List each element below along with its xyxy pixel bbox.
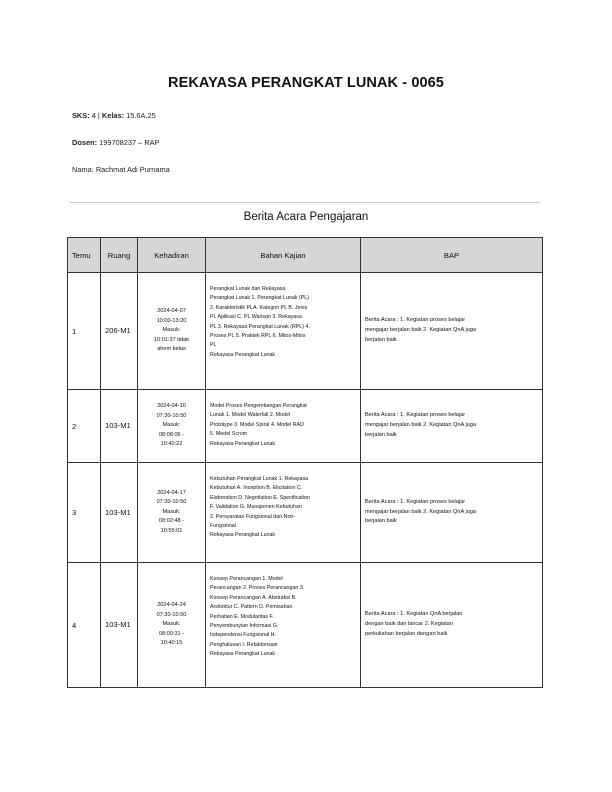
cell-bahan-kajian-line: Penghalusan I. Refaktorisasi (210, 641, 278, 648)
cell-bahan-kajian-line: Kebutuhan A. Inception B. Elicitation C. (210, 485, 303, 492)
dosen-label: Dosen: (72, 138, 98, 147)
cell-bahan-kajian-line: Lunak 1. Model Waterfall 2. Model (210, 412, 291, 419)
table-header-row (68, 238, 543, 273)
cell-kehadiran-line: 08:08:06 - (158, 431, 185, 438)
cell-bahan-kajian-line: PL (210, 342, 217, 349)
cell-temu: 1 (68, 273, 101, 390)
sks-value: 4 | (89, 111, 102, 120)
cell-bap (361, 273, 543, 390)
cell-kehadiran-line: Masuk: (162, 422, 181, 429)
cell-bahan-kajian-line: Konsep Perancangan 1. Model (210, 576, 283, 582)
cell-bap-line: berjalan baik (365, 431, 397, 438)
cell-bahan-kajian-line: 2. Karakteristik PLA. Kategori PL B. Jenis (210, 304, 308, 311)
cell-bahan-kajian-line: Konsep Perancangan A. Abstraksi B. (210, 594, 297, 601)
cell-kehadiran-line: 10:40:15 (160, 640, 183, 647)
cell-bap (361, 463, 543, 563)
cell-bap-line: berjalan baik (365, 518, 397, 525)
cell-kehadiran (138, 390, 206, 463)
cell-bahan-kajian-line: Perhatian E. Modularitas F. (210, 613, 274, 620)
cell-ruang: 103-M1 (101, 563, 138, 688)
cell-bap-line: mengajar berjalan baik 2. Kegiatan QnA juga (365, 508, 477, 515)
cell-bahan-kajian (206, 390, 361, 463)
cell-bahan-kajian-line: Fungsional (210, 523, 236, 530)
nama-line: Nama: Rachmat Adi Purnama (72, 165, 170, 174)
cell-kehadiran-line: 2024-04-17 (157, 489, 186, 496)
cell-bahan-kajian-line: 2. Persyaratan Fungsional dan Non- (210, 513, 296, 520)
table-row (68, 273, 543, 390)
cell-kehadiran-line: 07:30-10:50 (156, 412, 187, 419)
cell-bahan-kajian-line: 5. Model Scrum (210, 431, 248, 438)
header-temu: Temu (68, 238, 101, 273)
kelas-label: Kelas: (101, 111, 125, 120)
cell-bap-line: perkuliahan berjalan dengan baik (365, 630, 448, 637)
cell-bap-line: Berita Acara : 1. Kegiatan proses belajar (365, 412, 466, 419)
dosen-line (72, 138, 160, 147)
cell-kehadiran (138, 273, 206, 390)
cell-kehadiran-line: 10:40:22 (160, 441, 183, 448)
cell-bahan-kajian-line: PL Aplikasi C. PL Warisan 3. Rekayasa (210, 314, 302, 321)
cell-bap-line: Berita Acara : 1. Kegiatan proses belajar (365, 317, 466, 324)
cell-kehadiran-line: 10:01:37 tidak (153, 336, 190, 343)
header-bap: BAP (361, 238, 543, 273)
cell-ruang: 103-M1 (101, 390, 138, 463)
cell-kehadiran-line: 08:00:31 - (158, 630, 185, 637)
cell-bahan-kajian-line: Elaboration D. Negotiation E. Specification (210, 494, 310, 501)
cell-kehadiran-line: 07:30-10:50 (156, 499, 187, 506)
cell-bahan-kajian-line: Independensi Fungsional H. (210, 632, 276, 639)
cell-bahan-kajian-line: Model Proses Pengembangan Perangkat (210, 403, 307, 409)
cell-bahan-kajian-line: F. Validation G. Manajemen Kebutuhan (210, 504, 302, 511)
cell-bahan-kajian-line: Perangkat Lunak dan Rekayasa (210, 286, 286, 292)
cell-kehadiran (138, 463, 206, 563)
cell-kehadiran-line: 2024-04-10 (157, 403, 186, 410)
table-row (68, 563, 543, 688)
cell-kehadiran (138, 563, 206, 688)
table-row (68, 390, 543, 463)
divider (70, 202, 540, 203)
cell-bahan-kajian-line: Rekayasa Perangkat Lunak (210, 651, 276, 658)
sks-label: SKS: (72, 111, 90, 120)
section-title: Berita Acara Pengajaran (243, 211, 369, 223)
cell-bahan-kajian-line: PL 3. Rekayasa Perangkat Lunak (RPL) 4. (210, 323, 310, 330)
cell-temu: 2 (68, 390, 101, 463)
cell-bahan-kajian (206, 463, 361, 563)
table-row (68, 463, 543, 563)
cell-bap-line: mengajar berjalan baik 2. Kegiatan QnA juga (365, 422, 477, 429)
cell-bahan-kajian-line: Arsitektur C. Pattern D. Pemisahan (210, 604, 293, 611)
cell-bahan-kajian-line: Rekayasa Perangkat Lunak (210, 351, 276, 358)
cell-kehadiran-line: 07:30-10:50 (156, 611, 187, 618)
cell-bahan-kajian-line: Perangkat Lunak 1. Perangkat Lunak (PL) (210, 295, 309, 302)
cell-temu: 3 (68, 463, 101, 563)
cell-bap (361, 563, 543, 688)
cell-bahan-kajian-line: Perancangan 2. Proses Perancangan 3. (210, 585, 305, 592)
cell-bap-line: dengan baik dan lancar 2. Kegiatan (365, 621, 454, 628)
cell-bahan-kajian-line: Kebutuhan Perangkat Lunak 1. Rekayasa (210, 476, 309, 482)
cell-bahan-kajian-line: Rekayasa Perangkat Lunak (210, 440, 276, 447)
cell-bahan-kajian (206, 273, 361, 390)
header-kehadiran: Kehadiran (138, 238, 206, 273)
cell-bahan-kajian-line: Penyembunyian Informasi G. (210, 623, 279, 630)
cell-bap-line: Berita Acara : 1. Kegiatan QnA berjalan (365, 611, 463, 618)
cell-bap-line: Berita Acara : 1. Kegiatan proses belajar (365, 498, 466, 505)
cell-kehadiran-line: Masuk: (162, 327, 181, 334)
kelas-value: 15.6A.25 (124, 111, 156, 120)
cell-kehadiran-line: 2024-04-07 (157, 308, 186, 315)
cell-bahan-kajian-line: Proses PL 5. Praktek RPL 6. Mitos-Mitos (210, 333, 306, 340)
cell-kehadiran-line: 10:00-13:20 (156, 317, 187, 324)
dosen-value: 199708237 – RAP (97, 138, 160, 147)
cell-kehadiran-line: ahem kelas (157, 346, 186, 353)
sks-kelas-line (72, 111, 156, 120)
cell-kehadiran-line: 10:55:01 (160, 527, 183, 534)
cell-ruang: 206-M1 (101, 273, 138, 390)
bap-table (67, 237, 543, 688)
cell-kehadiran-line: Masuk: (162, 621, 181, 628)
cell-kehadiran-line: Masuk: (162, 508, 181, 515)
header-bahan-kajian: Bahan Kajian (206, 238, 361, 273)
cell-bahan-kajian-line: Rekayasa Perangkat Lunak (210, 532, 276, 539)
cell-kehadiran-line: 2024-04-24 (157, 602, 186, 609)
cell-bap (361, 390, 543, 463)
cell-kehadiran-line: 08:02:48 - (158, 518, 185, 525)
header-ruang: Ruang (101, 238, 138, 273)
page-title: REKAYASA PERANGKAT LUNAK - 0065 (168, 75, 444, 91)
cell-temu: 4 (68, 563, 101, 688)
cell-bahan-kajian-line: Prototype 3. Model Spiral 4. Model RAD (210, 421, 304, 428)
cell-ruang: 103-M1 (101, 463, 138, 563)
cell-bap-line: berjalan baik (365, 336, 397, 343)
cell-bap-line: mengajar berjalan baik 2. Kegiatan QnA juga (365, 327, 477, 334)
cell-bahan-kajian (206, 563, 361, 688)
